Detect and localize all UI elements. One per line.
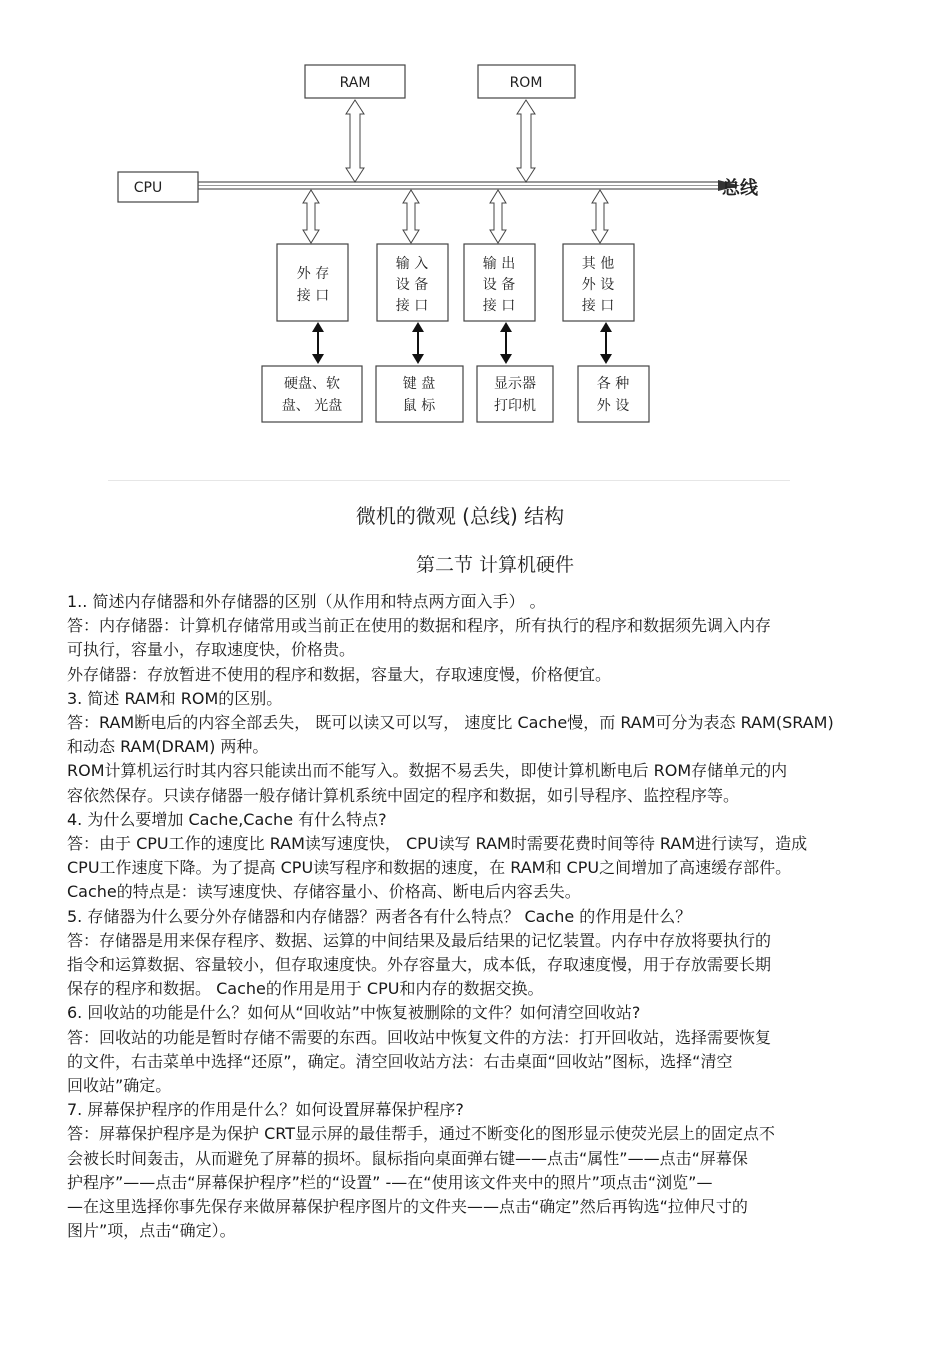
interface-output-line1: 输 出 [482, 256, 516, 272]
text-line: 会被长时间轰击，从而避免了屏幕的损坏。鼠标指向桌面弹右键——点击“属性”——点击“屏幕保 [67, 1148, 748, 1168]
bus-interface-arrows [303, 190, 608, 243]
text-line: 指令和运算数据、容量较小，但存取速度快。外存容量大，成本低，存取速度慢，用于存放需要长期 [67, 955, 772, 975]
text-line: 3. 简述 RAM和 ROM的区别。 [67, 688, 283, 708]
rom-bus-arrow [517, 100, 535, 182]
interface-other-line1: 其 他 [581, 256, 615, 272]
interface-output-line2: 设 备 [482, 277, 516, 293]
text-line: ROM计算机运行时其内容只能读出而不能写入。数据不易丢失，即使计算机断电后 ROM存储单元的内 [67, 761, 788, 781]
text-line: 的文件，右击菜单中选择“还原”，确定。清空回收站方法：右击桌面“回收站”图标，选择“清空 [67, 1051, 733, 1071]
device-keyboard-line1: 键 盘 [402, 376, 436, 392]
text-line: Cache的特点是：读写速度快、存储容量小、价格高、断电后内容丢失。 [67, 882, 581, 902]
device-display-line2: 打印机 [494, 398, 536, 414]
text-line: 6. 回收站的功能是什么？如何从“回收站”中恢复被删除的文件？如何清空回收站? [67, 1003, 641, 1023]
text-line: CPU工作速度下降。为了提高 CPU读写程序和数据的速度，在 RAM和 CPU之间增加了高速缓存部件。 [67, 858, 792, 878]
bus-label: 总线 [722, 178, 758, 199]
bus-structure-diagram [0, 0, 950, 440]
interface-storage-line2: 接 口 [296, 288, 330, 304]
text-line: 7. 屏幕保护程序的作用是什么？如何设置屏幕保护程序? [67, 1100, 464, 1120]
ram-label: RAM [339, 75, 371, 91]
text-line: 容依然保存。只读存储器一般存储计算机系统中固定的程序和数据，如引导程序、监控程序等。 [67, 785, 740, 805]
text-line: 答：存储器是用来保存程序、数据、运算的中间结果及最后结果的记忆装置。内存中存放将要执行的 [67, 930, 772, 950]
text-line: 可执行，容量小，存取速度快，价格贵。 [67, 640, 356, 660]
interface-input-line3: 接 口 [395, 298, 429, 314]
device-disks-line2: 盘、 光盘 [281, 398, 343, 414]
text-line: 和动态 RAM(DRAM) 两种。 [67, 737, 269, 757]
text-line: 图片”项，点击“确定）。 [67, 1221, 236, 1241]
text-line: 答：由于 CPU工作的速度比 RAM读写速度快， CPU读写 RAM时需要花费时间等待 RAM进行读写，造成 [67, 834, 808, 854]
text-line: 答：屏幕保护程序是为保护 CRT显示屏的最佳帮手，通过不断变化的图形显示使荧光层上的固定点不 [67, 1124, 775, 1144]
interface-device-arrows [312, 322, 612, 364]
qa-body [67, 590, 927, 1243]
figure-caption: 微机的微观 (总线) 结构 [355, 504, 565, 528]
ram-bus-arrow [346, 100, 364, 182]
device-display-line1: 显示器 [494, 376, 536, 392]
cpu-label: CPU [133, 180, 163, 196]
text-line: 1.. 简述内存储器和外存储器的区别（从作用和特点两方面入手） 。 [67, 592, 546, 611]
interface-input-line2: 设 备 [395, 277, 429, 293]
text-line: 外存储器：存放暂进不使用的程序和数据，容量大，存取速度慢，价格便宜。 [67, 664, 612, 684]
device-keyboard-line2: 鼠 标 [402, 398, 436, 414]
text-line: 护程序”——点击“屏幕保护程序”栏的“设置” -—在“使用该文件夹中的照片”项点击“浏览”— [67, 1172, 713, 1192]
interface-storage-line1: 外 存 [296, 266, 330, 282]
text-line: 答：内存储器：计算机存储常用或当前正在使用的数据和程序，所有执行的程序和数据须先调入内存 [67, 616, 772, 636]
interface-other-line3: 接 口 [581, 298, 615, 314]
system-bus [198, 180, 740, 191]
text-line: 5. 存储器为什么要分外存储器和内存储器？两者各有什么特点？ Cache 的作用是什么？ [67, 906, 692, 926]
divider [108, 480, 790, 481]
text-line: 保存的程序和数据。 Cache的作用是用于 CPU和内存的数据交换。 [67, 979, 544, 999]
text-line: 答：RAM断电后的内容全部丢失， 既可以读又可以写， 速度比 Cache慢，而 RAM可分为表态 RAM(SRAM) [67, 713, 834, 733]
text-line: 答：回收站的功能是暂时存储不需要的东西。回收站中恢复文件的方法：打开回收站，选择需要恢复 [67, 1027, 772, 1047]
rom-label: ROM [509, 75, 543, 91]
text-line: 4. 为什么要增加 Cache,Cache 有什么特点? [67, 809, 387, 829]
device-other-line1: 各 种 [596, 376, 630, 392]
interface-input-line1: 输 入 [395, 256, 429, 272]
interface-boxes [277, 244, 634, 321]
section-title: 第二节 计算机硬件 [415, 554, 575, 576]
text-line: —在这里选择你事先保存来做屏幕保护程序图片的文件夹——点击“确定”然后再钩选“拉伸尺寸的 [67, 1197, 748, 1217]
interface-other-line2: 外 设 [581, 277, 615, 293]
device-other-line2: 外 设 [596, 398, 630, 414]
interface-output-line3: 接 口 [482, 298, 516, 314]
text-line: 回收站”确定。 [67, 1076, 172, 1096]
device-disks-line1: 硬盘、软 [284, 376, 340, 392]
